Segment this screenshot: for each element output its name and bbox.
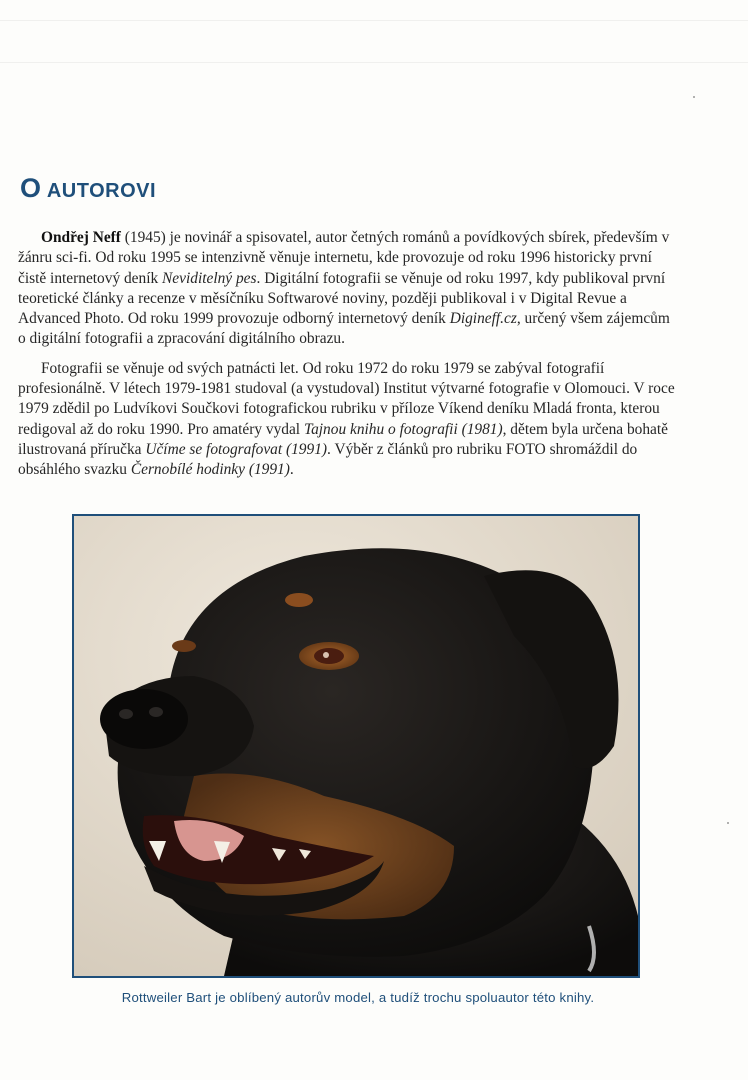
scan-speck xyxy=(727,822,729,824)
text-run: (1945) je novinář a spisovatel, autor četných románů a povídkových sbírek, především v žánru sci-fi. Od roku 1995 se intenzivně věnuje internetu, kde provozuje od roku 1996 historicky první čistě internetový deník xyxy=(18,229,670,287)
scan-artifact xyxy=(0,20,748,21)
rottweiler-illustration xyxy=(74,516,638,976)
italic-title: Digineff.cz xyxy=(449,310,517,328)
text-run: , dětem byla určena bohatě ilustrovaná příručka xyxy=(18,420,668,458)
heading-rest-text: AUTOROVI xyxy=(46,180,157,202)
page-heading xyxy=(20,168,156,205)
text-run: . Výběr z článků pro rubriku FOTO shromáždil do obsáhlého svazku xyxy=(18,440,638,479)
bio-paragraph-1 xyxy=(18,228,678,350)
text-run: Fotografii se věnuje od svých patnácti let. Od roku 1972 do roku 1979 se zabýval fotografií profesionálně. V létech 1979-1981 studoval (a vystudoval) Institut výtvarné fotografie v Olomouci. V roce 1979 zdědil po Ludvíkovi Součkovi fotografickou rubriku v příloze Víkend deníku Mladá fronta, kterou redigoval až do roku 1990. Pro amatéry vydal xyxy=(18,359,675,438)
scan-speck xyxy=(693,96,695,98)
author-bio xyxy=(18,228,678,490)
italic-title: Učíme se fotografovat (1991) xyxy=(145,440,328,458)
italic-title: Neviditelný pes xyxy=(162,269,257,287)
photo-caption: Rottweiler Bart je oblíbený autorův model, a tudíž trochu spoluautor této knihy. xyxy=(121,990,595,1005)
heading-initial: O xyxy=(20,173,42,203)
italic-title: Tajnou knihu o fotografii (1981) xyxy=(303,420,503,438)
italic-title: Černobílé hodinky (1991) xyxy=(130,461,290,479)
text-run: , určený všem zájemcům o digitální fotografii a zpracování digitálního obrazu. xyxy=(18,310,670,348)
text-run: . xyxy=(289,461,294,479)
bio-paragraph-2 xyxy=(18,359,678,481)
heading-rest xyxy=(42,180,157,202)
author-name: Ondřej Neff xyxy=(41,229,121,246)
text-run: . Digitální fotografii se věnuje od roku 1997, kdy publikoval první teoretické články a recenze v měsíčníku Softwarové noviny, později publikoval i v Digital Revue a Advanced Photo. Od roku 1999 provozuje odborný internetový deník xyxy=(18,269,666,328)
scan-artifact xyxy=(0,62,748,63)
dog-photo xyxy=(72,514,640,978)
